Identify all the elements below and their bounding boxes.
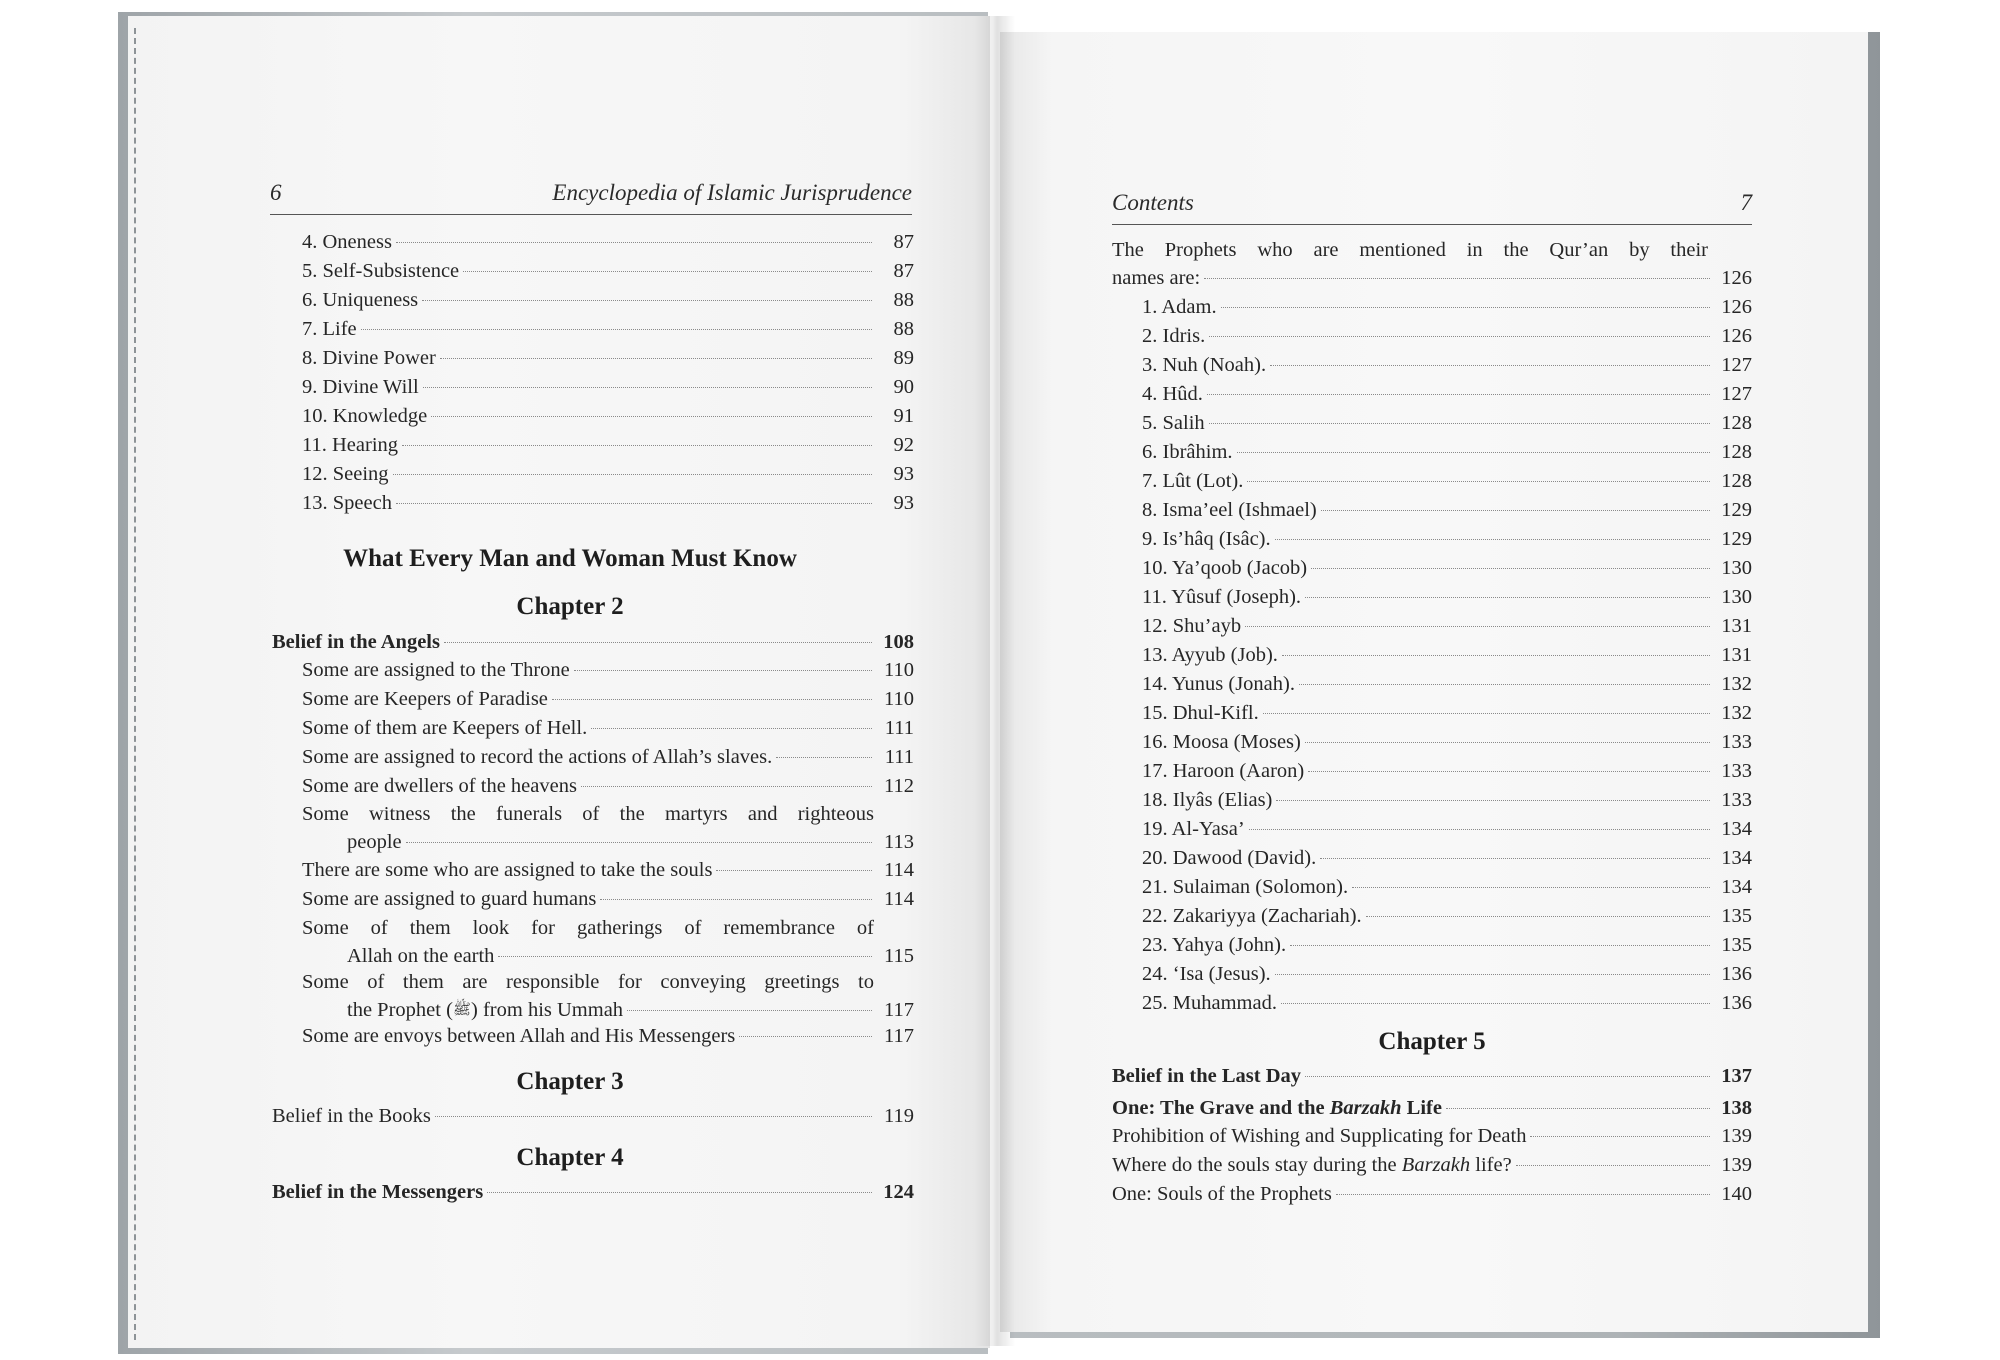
- toc-entry-prophet[interactable]: 7. Lût (Lot). 128: [1142, 470, 1752, 492]
- toc-entry-prophet[interactable]: 5. Salih 128: [1142, 412, 1752, 434]
- chapter-4-heading: Chapter 4: [516, 1144, 624, 1171]
- left-running-title: Encyclopedia of Islamic Jurisprudence: [552, 180, 912, 205]
- chapter-3-heading: Chapter 3: [516, 1068, 624, 1095]
- toc-entry-prophet[interactable]: 9. Is’hâq (Isâc). 129: [1142, 528, 1752, 550]
- toc-entry-prophet[interactable]: 1. Adam. 126: [1142, 296, 1752, 318]
- toc-entry-prophet[interactable]: 12. Shu’ayb 131: [1142, 615, 1752, 637]
- toc-entry-prophet[interactable]: 18. Ilyâs (Elias) 133: [1142, 789, 1752, 811]
- toc-entry-gatherings[interactable]: Some of them look for gatherings of remembrance of Allah on the earth 115: [302, 917, 914, 967]
- toc-entry-prophet[interactable]: 11. Yûsuf (Joseph). 130: [1142, 586, 1752, 608]
- chapter-5-heading: Chapter 5: [1378, 1028, 1486, 1055]
- toc-entry-attribute[interactable]: 8. Divine Power 89: [302, 347, 914, 369]
- toc-entry-prophet[interactable]: 19. Al-Yasa’ 134: [1142, 818, 1752, 840]
- toc-entry-prophets-intro[interactable]: The Prophets who are mentioned in the Qur’an by their names are: 126: [1112, 239, 1752, 289]
- left-page-number: 6: [270, 180, 282, 205]
- toc-entry-attribute[interactable]: 7. Life 88: [302, 318, 914, 340]
- toc-entry-last-day[interactable]: Belief in the Last Day 137: [1112, 1065, 1752, 1087]
- toc-entry-grave-barzakh[interactable]: One: The Grave and the Barzakh Life 138: [1112, 1097, 1752, 1119]
- right-page-number: 7: [1740, 190, 1752, 215]
- toc-entry-belief-messengers[interactable]: Belief in the Messengers 124: [272, 1181, 914, 1203]
- toc-entry-martyrs[interactable]: Some witness the funerals of the martyrs and righteous people 113: [302, 803, 914, 853]
- toc-entry-prophet[interactable]: 10. Ya’qoob (Jacob) 130: [1142, 557, 1752, 579]
- toc-entry-attribute[interactable]: 9. Divine Will 90: [302, 376, 914, 398]
- toc-entry-envoys[interactable]: Some are envoys between Allah and His Messengers 117: [302, 1025, 914, 1047]
- toc-entry-prophet[interactable]: 20. Dawood (David). 134: [1142, 847, 1752, 869]
- toc-entry-prophet[interactable]: 13. Ayyub (Job). 131: [1142, 644, 1752, 666]
- left-running-head: [270, 180, 912, 215]
- toc-entry-attribute[interactable]: 6. Uniqueness 88: [302, 289, 914, 311]
- toc-entry-prophet[interactable]: 25. Muhammad. 136: [1142, 992, 1752, 1014]
- toc-entry-angels-item[interactable]: Some are assigned to the Throne 110: [302, 659, 914, 681]
- toc-entry-guard-humans[interactable]: Some are assigned to guard humans 114: [302, 888, 914, 910]
- toc-entry-prophet[interactable]: 4. Hûd. 127: [1142, 383, 1752, 405]
- toc-entry-prophet[interactable]: 16. Moosa (Moses) 133: [1142, 731, 1752, 753]
- toc-entry-prophet[interactable]: 8. Isma’eel (Ishmael) 129: [1142, 499, 1752, 521]
- toc-entry-prophet[interactable]: 22. Zakariyya (Zachariah). 135: [1142, 905, 1752, 927]
- toc-entry-prophet[interactable]: 17. Haroon (Aaron) 133: [1142, 760, 1752, 782]
- toc-entry-angels-item[interactable]: Some are assigned to record the actions of Allah’s slaves. 111: [302, 746, 914, 768]
- toc-entry-belief-angels[interactable]: Belief in the Angels 108: [272, 631, 914, 653]
- toc-entry-greetings[interactable]: Some of them are responsible for conveying greetings to the Prophet (ﷺ) from his Ummah 117: [302, 971, 914, 1021]
- toc-entry-prophet[interactable]: 21. Sulaiman (Solomon). 134: [1142, 876, 1752, 898]
- right-running-title: Contents: [1112, 190, 1194, 215]
- toc-entry-attribute[interactable]: 10. Knowledge 91: [302, 405, 914, 427]
- toc-entry-attribute[interactable]: 12. Seeing 93: [302, 463, 914, 485]
- toc-entry-souls-prophets[interactable]: One: Souls of the Prophets 140: [1112, 1183, 1752, 1205]
- toc-entry-angels-item[interactable]: Some are dwellers of the heavens 112: [302, 775, 914, 797]
- toc-entry-souls-stay[interactable]: Where do the souls stay during the Barzakh life? 139: [1112, 1154, 1752, 1176]
- toc-entry-attribute[interactable]: 13. Speech 93: [302, 492, 914, 514]
- toc-entry-prophet[interactable]: 6. Ibrâhim. 128: [1142, 441, 1752, 463]
- salutation-glyph: ﷺ: [452, 1002, 472, 1018]
- toc-entry-take-souls[interactable]: There are some who are assigned to take the souls 114: [302, 859, 914, 881]
- toc-entry-belief-books[interactable]: Belief in the Books 119: [272, 1105, 914, 1127]
- toc-entry-angels-item[interactable]: Some of them are Keepers of Hell. 111: [302, 717, 914, 739]
- binding-stitch: [134, 28, 146, 1340]
- toc-entry-prophet[interactable]: 2. Idris. 126: [1142, 325, 1752, 347]
- toc-entry-prophet[interactable]: 24. ‘Isa (Jesus). 136: [1142, 963, 1752, 985]
- toc-entry-angels-item[interactable]: Some are Keepers of Paradise 110: [302, 688, 914, 710]
- toc-entry-prophet[interactable]: 23. Yahya (John). 135: [1142, 934, 1752, 956]
- right-running-head: [1112, 190, 1752, 225]
- toc-entry-prohibition[interactable]: Prohibition of Wishing and Supplicating for Death 139: [1112, 1125, 1752, 1147]
- toc-entry-attribute[interactable]: 4. Oneness 87: [302, 231, 914, 253]
- chapter-2-heading: Chapter 2: [516, 593, 624, 620]
- book-gutter: [975, 16, 1015, 1346]
- toc-entry-prophet[interactable]: 15. Dhul-Kifl. 132: [1142, 702, 1752, 724]
- toc-entry-attribute[interactable]: 11. Hearing 92: [302, 434, 914, 456]
- toc-entry-prophet[interactable]: 14. Yunus (Jonah). 132: [1142, 673, 1752, 695]
- toc-entry-prophet[interactable]: 3. Nuh (Noah). 127: [1142, 354, 1752, 376]
- toc-entry-attribute[interactable]: 5. Self-Subsistence 87: [302, 260, 914, 282]
- section-title: What Every Man and Woman Must Know: [343, 545, 797, 572]
